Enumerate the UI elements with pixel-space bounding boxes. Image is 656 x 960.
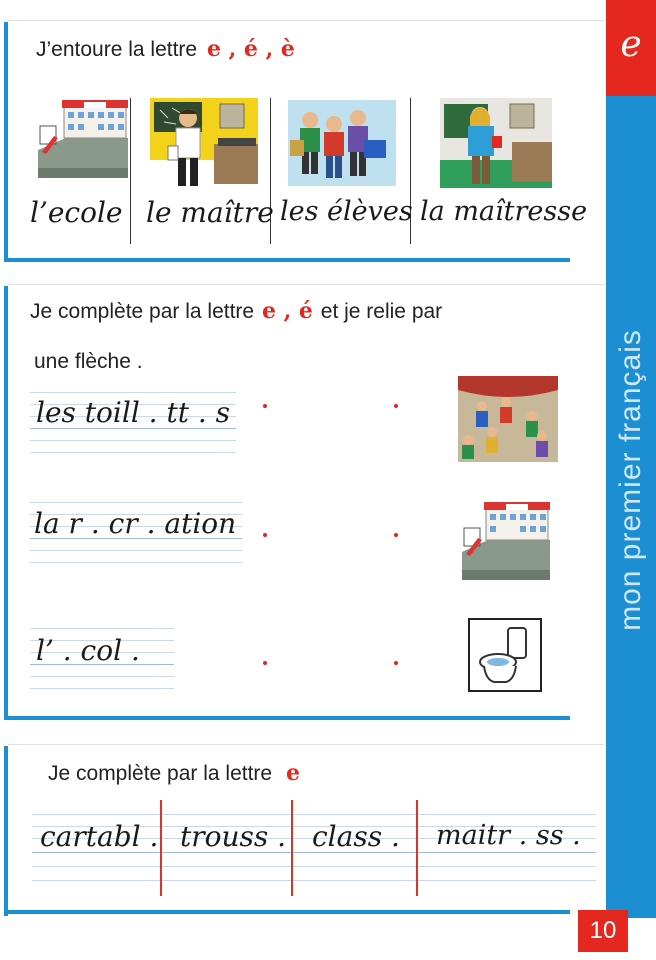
- target-letters: e , é: [261, 298, 313, 324]
- word-le-maitre: le maître: [146, 196, 274, 229]
- exercise-2-instruction: Je complète par la lettre e , é et je relie par: [30, 298, 443, 324]
- link-dot[interactable]: [263, 404, 267, 408]
- sidebar-title: mon premier français: [614, 329, 647, 631]
- word-la-recreation: la r . cr . ation: [34, 507, 237, 540]
- children-playing-image: [458, 376, 558, 462]
- exercise-3-instruction: Je complète par la lettre e: [48, 760, 300, 786]
- exercise-1-instruction: J’entoure la lettre e , é , è: [36, 36, 295, 62]
- link-dot[interactable]: [263, 661, 267, 665]
- word-ecole: l’ecole: [30, 196, 123, 229]
- word-classe: class .: [312, 820, 400, 853]
- word-la-maitresse: la maîtresse: [420, 196, 588, 227]
- word-l-ecole: l’ . col .: [36, 634, 140, 667]
- school-building-image: [36, 98, 130, 184]
- male-teacher-image: [150, 98, 258, 190]
- students-walking-image: [288, 100, 396, 186]
- toilet-image: [468, 618, 542, 692]
- link-dot[interactable]: [263, 533, 267, 537]
- target-letter: e: [285, 760, 300, 786]
- link-dot[interactable]: [394, 661, 398, 665]
- target-letters: e , é , è: [206, 36, 295, 62]
- school-building-image: [460, 500, 552, 584]
- word-cartable: cartabl .: [40, 820, 159, 853]
- exercise-2-instruction-line2: une flèche .: [34, 350, 143, 373]
- word-maitresse: maitr . ss .: [436, 820, 581, 851]
- female-teacher-image: [440, 98, 552, 190]
- link-dot[interactable]: [394, 533, 398, 537]
- link-dot[interactable]: [394, 404, 398, 408]
- page-number: 10: [578, 910, 628, 952]
- word-les-toilettes: les toill . tt . s: [36, 396, 231, 429]
- sidebar-letter: e: [620, 24, 642, 65]
- word-les-eleves: les élèves: [280, 196, 413, 227]
- word-trousse: trouss .: [180, 820, 287, 853]
